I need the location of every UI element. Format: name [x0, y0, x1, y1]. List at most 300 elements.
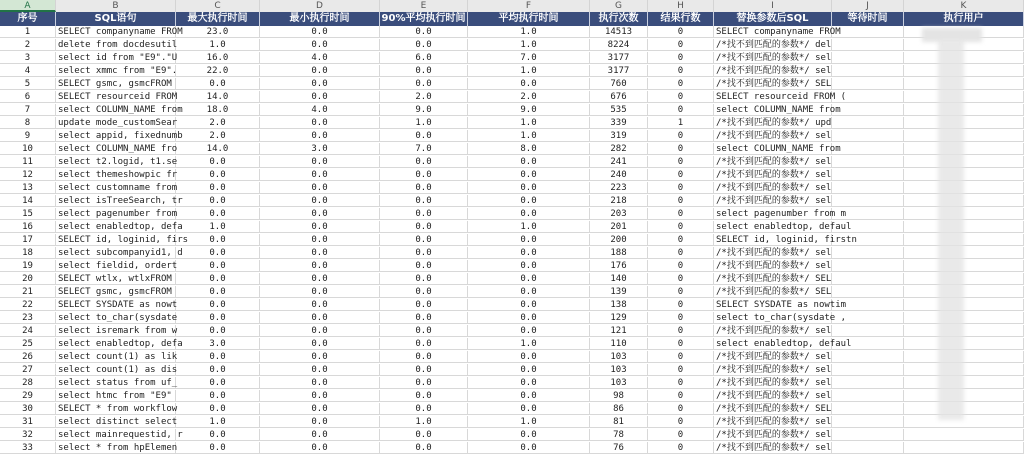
cell-col-a[interactable]: 19 — [0, 260, 56, 272]
cell-col-j[interactable] — [832, 338, 904, 350]
cell-col-e[interactable]: 0.0 — [380, 169, 468, 181]
cell-col-h[interactable]: 0 — [648, 260, 714, 272]
cell-col-k[interactable] — [904, 130, 1024, 142]
cell-col-i[interactable]: /*找不到匹配的参数*/ sel — [716, 443, 832, 453]
cell-col-b[interactable]: update mode_customSear — [58, 118, 178, 128]
cell-col-e[interactable]: 0.0 — [380, 312, 468, 324]
cell-col-a[interactable]: 6 — [0, 91, 56, 103]
cell-col-i[interactable]: select COLUMN_NAME from — [716, 105, 841, 115]
cell-col-d[interactable]: 0.0 — [260, 182, 380, 194]
cell-col-h[interactable]: 0 — [648, 325, 714, 337]
cell-col-b[interactable]: SELECT gsmc, gsmcFROM — [56, 78, 176, 90]
cell-col-d[interactable]: 0.0 — [260, 325, 380, 337]
cell-col-e[interactable]: 0.0 — [380, 247, 468, 259]
cell-col-b[interactable]: select status from uf_ — [58, 378, 178, 388]
cell-col-i[interactable]: /*找不到匹配的参数*/ sel — [716, 417, 832, 427]
cell-col-g[interactable]: 535 — [590, 104, 648, 116]
cell-col-e[interactable]: 0.0 — [380, 78, 468, 90]
cell-col-e[interactable]: 0.0 — [380, 325, 468, 337]
cell-col-e[interactable]: 0.0 — [380, 130, 468, 142]
cell-col-f[interactable]: 1.0 — [468, 26, 590, 38]
cell-col-e[interactable]: 0.0 — [380, 234, 468, 246]
cell-col-c[interactable]: 14.0 — [176, 143, 260, 155]
cell-col-h[interactable]: 0 — [648, 442, 714, 454]
cell-col-j[interactable] — [832, 364, 904, 376]
cell-col-f[interactable]: 0.0 — [468, 286, 590, 298]
column-letter-a[interactable]: A — [0, 0, 56, 12]
cell-col-g[interactable]: 103 — [590, 351, 648, 363]
cell-col-j[interactable] — [832, 247, 904, 259]
cell-col-f[interactable]: 9.0 — [468, 104, 590, 116]
cell-col-f[interactable]: 1.0 — [468, 117, 590, 129]
cell-col-h[interactable]: 0 — [648, 156, 714, 168]
cell-col-g[interactable]: 138 — [590, 299, 648, 311]
cell-col-i[interactable]: /*找不到匹配的参数*/ sel — [716, 352, 832, 362]
cell-col-j[interactable] — [832, 169, 904, 181]
cell-col-d[interactable]: 0.0 — [260, 130, 380, 142]
cell-col-j[interactable] — [832, 234, 904, 246]
column-letter-h[interactable]: H — [648, 0, 714, 12]
cell-col-k[interactable] — [904, 390, 1024, 402]
cell-col-a[interactable]: 17 — [0, 234, 56, 246]
cell-col-c[interactable]: 0.0 — [176, 403, 260, 415]
cell-col-c[interactable]: 0.0 — [176, 260, 260, 272]
cell-col-c[interactable]: 0.0 — [176, 234, 260, 246]
cell-col-k[interactable] — [904, 260, 1024, 272]
cell-col-g[interactable]: 129 — [590, 312, 648, 324]
cell-col-g[interactable]: 103 — [590, 377, 648, 389]
cell-col-e[interactable]: 6.0 — [380, 52, 468, 64]
cell-col-g[interactable]: 676 — [590, 91, 648, 103]
cell-col-g[interactable]: 139 — [590, 286, 648, 298]
cell-col-b[interactable]: select count(1) as dis — [58, 365, 178, 375]
cell-col-e[interactable]: 0.0 — [380, 299, 468, 311]
cell-col-k[interactable] — [904, 104, 1024, 116]
cell-col-h[interactable]: 0 — [648, 78, 714, 90]
cell-col-f[interactable]: 0.0 — [468, 299, 590, 311]
cell-col-f[interactable]: 1.0 — [468, 39, 590, 51]
cell-col-c[interactable]: 0.0 — [176, 299, 260, 311]
cell-col-i[interactable]: /*找不到匹配的参数*/ SEL — [716, 79, 832, 89]
cell-col-g[interactable]: 110 — [590, 338, 648, 350]
cell-col-a[interactable]: 7 — [0, 104, 56, 116]
header-col-e[interactable]: 90%平均执行时间 — [380, 12, 468, 26]
cell-col-f[interactable]: 2.0 — [468, 91, 590, 103]
cell-col-i[interactable]: /*找不到匹配的参数*/ SEL — [716, 404, 832, 414]
cell-col-c[interactable]: 23.0 — [176, 26, 260, 38]
cell-col-e[interactable]: 2.0 — [380, 91, 468, 103]
cell-col-i[interactable]: /*找不到匹配的参数*/ sel — [716, 248, 832, 258]
cell-col-h[interactable]: 0 — [648, 273, 714, 285]
cell-col-d[interactable]: 0.0 — [260, 26, 380, 38]
cell-col-j[interactable] — [832, 390, 904, 402]
cell-col-k[interactable] — [904, 299, 1024, 311]
cell-col-j[interactable] — [832, 286, 904, 298]
cell-col-b[interactable]: select COLUMN_NAME fro — [58, 144, 178, 154]
cell-col-d[interactable]: 0.0 — [260, 117, 380, 129]
cell-col-j[interactable] — [832, 273, 904, 285]
cell-col-b[interactable]: select isremark from w — [58, 326, 178, 336]
cell-col-i[interactable]: select pagenumber from m — [716, 209, 847, 219]
cell-col-g[interactable]: 81 — [590, 416, 648, 428]
cell-col-g[interactable]: 218 — [590, 195, 648, 207]
column-letter-j[interactable]: J — [832, 0, 904, 12]
cell-col-h[interactable]: 0 — [648, 429, 714, 441]
cell-col-c[interactable]: 0.0 — [176, 312, 260, 324]
cell-col-j[interactable] — [832, 377, 904, 389]
cell-col-d[interactable]: 0.0 — [260, 234, 380, 246]
cell-col-d[interactable]: 0.0 — [260, 299, 380, 311]
cell-col-d[interactable]: 0.0 — [260, 429, 380, 441]
cell-col-a[interactable]: 14 — [0, 195, 56, 207]
cell-col-h[interactable]: 0 — [648, 130, 714, 142]
cell-col-e[interactable]: 0.0 — [380, 65, 468, 77]
cell-col-f[interactable]: 7.0 — [468, 52, 590, 64]
cell-col-f[interactable]: 0.0 — [468, 169, 590, 181]
cell-col-k[interactable] — [904, 338, 1024, 350]
cell-col-d[interactable]: 0.0 — [260, 65, 380, 77]
cell-col-j[interactable] — [832, 65, 904, 77]
cell-col-h[interactable]: 1 — [648, 117, 714, 129]
header-col-f[interactable]: 平均执行时间 — [468, 12, 590, 26]
cell-col-a[interactable]: 27 — [0, 364, 56, 376]
cell-col-a[interactable]: 25 — [0, 338, 56, 350]
cell-col-f[interactable]: 0.0 — [468, 195, 590, 207]
cell-col-c[interactable]: 2.0 — [176, 117, 260, 129]
cell-col-i[interactable]: /*找不到匹配的参数*/ sel — [716, 261, 832, 271]
cell-col-c[interactable]: 0.0 — [176, 286, 260, 298]
cell-col-h[interactable]: 0 — [648, 182, 714, 194]
cell-col-f[interactable]: 0.0 — [468, 364, 590, 376]
cell-col-i[interactable]: /*找不到匹配的参数*/ sel — [716, 196, 832, 206]
cell-col-f[interactable]: 1.0 — [468, 416, 590, 428]
cell-col-j[interactable] — [832, 143, 904, 155]
cell-col-c[interactable]: 0.0 — [176, 247, 260, 259]
cell-col-f[interactable]: 1.0 — [468, 221, 590, 233]
cell-col-b[interactable]: select * from hpElemen — [58, 443, 178, 453]
cell-col-h[interactable]: 0 — [648, 208, 714, 220]
cell-col-b[interactable]: SELECT gsmc, gsmcFROM — [56, 286, 176, 298]
cell-col-a[interactable]: 2 — [0, 39, 56, 51]
cell-col-e[interactable]: 0.0 — [380, 26, 468, 38]
cell-col-e[interactable]: 0.0 — [380, 39, 468, 51]
cell-col-j[interactable] — [832, 130, 904, 142]
cell-col-d[interactable]: 0.0 — [260, 247, 380, 259]
header-col-h[interactable]: 结果行数 — [648, 12, 714, 26]
cell-col-e[interactable]: 0.0 — [380, 286, 468, 298]
cell-col-f[interactable]: 0.0 — [468, 442, 590, 454]
cell-col-d[interactable]: 0.0 — [260, 416, 380, 428]
column-letter-b[interactable]: B — [56, 0, 176, 12]
cell-col-i[interactable]: /*找不到匹配的参数*/ sel — [716, 183, 832, 193]
cell-col-c[interactable]: 0.0 — [176, 156, 260, 168]
cell-col-i[interactable]: /*找不到匹配的参数*/ sel — [716, 430, 832, 440]
cell-col-d[interactable]: 0.0 — [260, 377, 380, 389]
cell-col-j[interactable] — [832, 26, 904, 38]
cell-col-h[interactable]: 0 — [648, 247, 714, 259]
cell-col-h[interactable]: 0 — [648, 52, 714, 64]
cell-col-d[interactable]: 0.0 — [260, 442, 380, 454]
cell-col-e[interactable]: 0.0 — [380, 442, 468, 454]
cell-col-a[interactable]: 15 — [0, 208, 56, 220]
cell-col-g[interactable]: 223 — [590, 182, 648, 194]
cell-col-a[interactable]: 22 — [0, 299, 56, 311]
cell-col-j[interactable] — [832, 208, 904, 220]
cell-col-b[interactable]: select themeshowpic fr — [58, 170, 178, 180]
cell-col-g[interactable]: 176 — [590, 260, 648, 272]
cell-col-b[interactable]: select fieldid, ordert — [58, 261, 178, 271]
cell-col-e[interactable]: 0.0 — [380, 429, 468, 441]
cell-col-a[interactable]: 1 — [0, 26, 56, 38]
cell-col-h[interactable]: 0 — [648, 416, 714, 428]
cell-col-f[interactable]: 0.0 — [468, 182, 590, 194]
cell-col-g[interactable]: 78 — [590, 429, 648, 441]
cell-col-j[interactable] — [832, 182, 904, 194]
cell-col-k[interactable] — [904, 221, 1024, 233]
cell-col-c[interactable]: 1.0 — [176, 39, 260, 51]
cell-col-h[interactable]: 0 — [648, 221, 714, 233]
cell-col-i[interactable]: select enabledtop, defaul — [716, 222, 852, 232]
cell-col-k[interactable] — [904, 117, 1024, 129]
cell-col-g[interactable]: 319 — [590, 130, 648, 142]
cell-col-j[interactable] — [832, 299, 904, 311]
cell-col-h[interactable]: 0 — [648, 390, 714, 402]
cell-col-e[interactable]: 0.0 — [380, 182, 468, 194]
cell-col-e[interactable]: 1.0 — [380, 416, 468, 428]
cell-col-g[interactable]: 339 — [590, 117, 648, 129]
cell-col-d[interactable]: 4.0 — [260, 104, 380, 116]
cell-col-d[interactable]: 0.0 — [260, 390, 380, 402]
cell-col-f[interactable]: 0.0 — [468, 429, 590, 441]
cell-col-a[interactable]: 9 — [0, 130, 56, 142]
cell-col-g[interactable]: 241 — [590, 156, 648, 168]
column-letter-f[interactable]: F — [468, 0, 590, 12]
cell-col-i[interactable]: /*找不到匹配的参数*/ SEL — [716, 287, 832, 297]
cell-col-g[interactable]: 760 — [590, 78, 648, 90]
cell-col-h[interactable]: 0 — [648, 364, 714, 376]
cell-col-k[interactable] — [904, 403, 1024, 415]
cell-col-c[interactable]: 3.0 — [176, 338, 260, 350]
cell-col-a[interactable]: 29 — [0, 390, 56, 402]
cell-col-f[interactable]: 0.0 — [468, 273, 590, 285]
cell-col-a[interactable]: 8 — [0, 117, 56, 129]
cell-col-h[interactable]: 0 — [648, 195, 714, 207]
cell-col-c[interactable]: 1.0 — [176, 221, 260, 233]
cell-col-h[interactable]: 0 — [648, 104, 714, 116]
cell-col-j[interactable] — [832, 52, 904, 64]
cell-col-b[interactable]: select enabledtop, defa — [58, 339, 183, 349]
cell-col-d[interactable]: 0.0 — [260, 286, 380, 298]
cell-col-j[interactable] — [832, 351, 904, 363]
cell-col-b[interactable]: select isTreeSearch, tr — [58, 196, 183, 206]
cell-col-g[interactable]: 8224 — [590, 39, 648, 51]
cell-col-e[interactable]: 9.0 — [380, 104, 468, 116]
cell-col-f[interactable]: 0.0 — [468, 208, 590, 220]
header-col-i[interactable]: 替换参数后SQL — [714, 12, 832, 26]
cell-col-f[interactable]: 0.0 — [468, 156, 590, 168]
cell-col-g[interactable]: 203 — [590, 208, 648, 220]
cell-col-a[interactable]: 30 — [0, 403, 56, 415]
cell-col-h[interactable]: 0 — [648, 39, 714, 51]
cell-col-c[interactable]: 0.0 — [176, 208, 260, 220]
cell-col-b[interactable]: select COLUMN_NAME from — [58, 105, 183, 115]
header-col-d[interactable]: 最小执行时间 — [260, 12, 380, 26]
cell-col-a[interactable]: 33 — [0, 442, 56, 454]
cell-col-c[interactable]: 18.0 — [176, 104, 260, 116]
cell-col-d[interactable]: 0.0 — [260, 195, 380, 207]
cell-col-j[interactable] — [832, 117, 904, 129]
cell-col-h[interactable]: 0 — [648, 299, 714, 311]
cell-col-b[interactable]: select xmmc from "E9". — [58, 66, 178, 76]
cell-col-d[interactable]: 0.0 — [260, 208, 380, 220]
cell-col-a[interactable]: 13 — [0, 182, 56, 194]
cell-col-h[interactable]: 0 — [648, 377, 714, 389]
cell-col-k[interactable] — [904, 273, 1024, 285]
cell-col-i[interactable]: SELECT id, loginid, firstn — [716, 235, 857, 245]
cell-col-e[interactable]: 0.0 — [380, 195, 468, 207]
cell-col-c[interactable]: 1.0 — [176, 416, 260, 428]
cell-col-j[interactable] — [832, 195, 904, 207]
cell-col-f[interactable]: 0.0 — [468, 78, 590, 90]
cell-col-g[interactable]: 98 — [590, 390, 648, 402]
cell-col-b[interactable]: select htmc from "E9" — [56, 390, 176, 402]
cell-col-b[interactable]: select distinct select — [58, 417, 178, 427]
cell-col-c[interactable]: 0.0 — [176, 377, 260, 389]
cell-col-f[interactable]: 0.0 — [468, 312, 590, 324]
cell-col-a[interactable]: 31 — [0, 416, 56, 428]
cell-col-i[interactable]: /*找不到匹配的参数*/ sel — [716, 365, 832, 375]
cell-col-a[interactable]: 12 — [0, 169, 56, 181]
cell-col-b[interactable]: select appid, fixednumb — [58, 131, 183, 141]
cell-col-h[interactable]: 0 — [648, 143, 714, 155]
cell-col-h[interactable]: 0 — [648, 234, 714, 246]
cell-col-k[interactable] — [904, 208, 1024, 220]
cell-col-c[interactable]: 0.0 — [176, 195, 260, 207]
cell-col-b[interactable]: select to_char(sysdate — [58, 313, 178, 323]
cell-col-i[interactable]: SELECT SYSDATE as nowtim — [716, 300, 847, 310]
cell-col-e[interactable]: 0.0 — [380, 273, 468, 285]
cell-col-c[interactable]: 0.0 — [176, 78, 260, 90]
cell-col-h[interactable]: 0 — [648, 338, 714, 350]
cell-col-f[interactable]: 0.0 — [468, 351, 590, 363]
cell-col-b[interactable]: delete from docdesutil — [58, 40, 178, 50]
cell-col-f[interactable]: 0.0 — [468, 247, 590, 259]
cell-col-d[interactable]: 0.0 — [260, 91, 380, 103]
header-col-k[interactable]: 执行用户 — [904, 12, 1024, 26]
column-letter-d[interactable]: D — [260, 0, 380, 12]
cell-col-i[interactable]: /*找不到匹配的参数*/ sel — [716, 157, 832, 167]
cell-col-d[interactable]: 0.0 — [260, 312, 380, 324]
column-letter-k[interactable]: K — [904, 0, 1024, 12]
cell-col-h[interactable]: 0 — [648, 91, 714, 103]
cell-col-g[interactable]: 201 — [590, 221, 648, 233]
cell-col-i[interactable]: /*找不到匹配的参数*/ sel — [716, 66, 832, 76]
cell-col-a[interactable]: 11 — [0, 156, 56, 168]
cell-col-k[interactable] — [904, 247, 1024, 259]
cell-col-c[interactable]: 0.0 — [176, 429, 260, 441]
cell-col-k[interactable] — [904, 156, 1024, 168]
cell-col-k[interactable] — [904, 442, 1024, 454]
cell-col-e[interactable]: 0.0 — [380, 208, 468, 220]
cell-col-d[interactable]: 0.0 — [260, 351, 380, 363]
cell-col-a[interactable]: 16 — [0, 221, 56, 233]
cell-col-b[interactable]: SELECT resourceid FROM — [58, 92, 178, 102]
cell-col-f[interactable]: 0.0 — [468, 260, 590, 272]
cell-col-i[interactable]: select enabledtop, defaul — [716, 339, 852, 349]
cell-col-f[interactable]: 1.0 — [468, 65, 590, 77]
cell-col-c[interactable]: 16.0 — [176, 52, 260, 64]
cell-col-d[interactable]: 0.0 — [260, 260, 380, 272]
cell-col-b[interactable]: select id from "E9"."U — [58, 53, 178, 63]
cell-col-a[interactable]: 32 — [0, 429, 56, 441]
cell-col-j[interactable] — [832, 312, 904, 324]
cell-col-j[interactable] — [832, 416, 904, 428]
cell-col-e[interactable]: 7.0 — [380, 143, 468, 155]
cell-col-c[interactable]: 0.0 — [176, 364, 260, 376]
cell-col-k[interactable] — [904, 143, 1024, 155]
cell-col-d[interactable]: 0.0 — [260, 169, 380, 181]
cell-col-b[interactable]: select enabledtop, defa — [58, 222, 183, 232]
cell-col-d[interactable]: 0.0 — [260, 273, 380, 285]
cell-col-b[interactable]: SELECT * from workflow — [58, 404, 178, 414]
cell-col-a[interactable]: 28 — [0, 377, 56, 389]
cell-col-b[interactable]: select t2.logid, t1.se — [58, 157, 178, 167]
cell-col-g[interactable]: 282 — [590, 143, 648, 155]
cell-col-e[interactable]: 0.0 — [380, 156, 468, 168]
cell-col-h[interactable]: 0 — [648, 351, 714, 363]
cell-col-e[interactable]: 0.0 — [380, 390, 468, 402]
cell-col-g[interactable]: 3177 — [590, 65, 648, 77]
cell-col-i[interactable]: SELECT resourceid FROM ( — [716, 92, 847, 102]
cell-col-j[interactable] — [832, 442, 904, 454]
cell-col-i[interactable]: /*找不到匹配的参数*/ sel — [716, 378, 832, 388]
cell-col-k[interactable] — [904, 65, 1024, 77]
cell-col-c[interactable]: 22.0 — [176, 65, 260, 77]
cell-col-k[interactable] — [904, 286, 1024, 298]
cell-col-k[interactable] — [904, 312, 1024, 324]
cell-col-b[interactable]: select count(1) as lik — [58, 352, 178, 362]
header-col-c[interactable]: 最大执行时间 — [176, 12, 260, 26]
cell-col-i[interactable]: /*找不到匹配的参数*/ upd — [716, 118, 832, 128]
cell-col-i[interactable]: /*找不到匹配的参数*/ sel — [716, 326, 832, 336]
column-letter-e[interactable]: E — [380, 0, 468, 12]
cell-col-b[interactable]: SELECT wtlx, wtlxFROM — [56, 273, 176, 285]
cell-col-i[interactable]: /*找不到匹配的参数*/ sel — [716, 170, 832, 180]
cell-col-g[interactable]: 86 — [590, 403, 648, 415]
cell-col-h[interactable]: 0 — [648, 65, 714, 77]
cell-col-j[interactable] — [832, 156, 904, 168]
cell-col-g[interactable]: 140 — [590, 273, 648, 285]
cell-col-j[interactable] — [832, 325, 904, 337]
cell-col-c[interactable]: 0.0 — [176, 351, 260, 363]
cell-col-e[interactable]: 0.0 — [380, 403, 468, 415]
cell-col-j[interactable] — [832, 104, 904, 116]
cell-col-e[interactable]: 1.0 — [380, 117, 468, 129]
cell-col-a[interactable]: 21 — [0, 286, 56, 298]
cell-col-k[interactable] — [904, 91, 1024, 103]
cell-col-i[interactable]: SELECT companyname FROM — [716, 27, 841, 37]
cell-col-f[interactable]: 0.0 — [468, 377, 590, 389]
cell-col-h[interactable]: 0 — [648, 169, 714, 181]
cell-col-c[interactable]: 0.0 — [176, 390, 260, 402]
cell-col-g[interactable]: 200 — [590, 234, 648, 246]
cell-col-f[interactable]: 1.0 — [468, 130, 590, 142]
cell-col-h[interactable]: 0 — [648, 312, 714, 324]
cell-col-i[interactable]: /*找不到匹配的参数*/ del — [716, 40, 832, 50]
column-letter-c[interactable]: C — [176, 0, 260, 12]
cell-col-c[interactable]: 14.0 — [176, 91, 260, 103]
cell-col-k[interactable] — [904, 429, 1024, 441]
